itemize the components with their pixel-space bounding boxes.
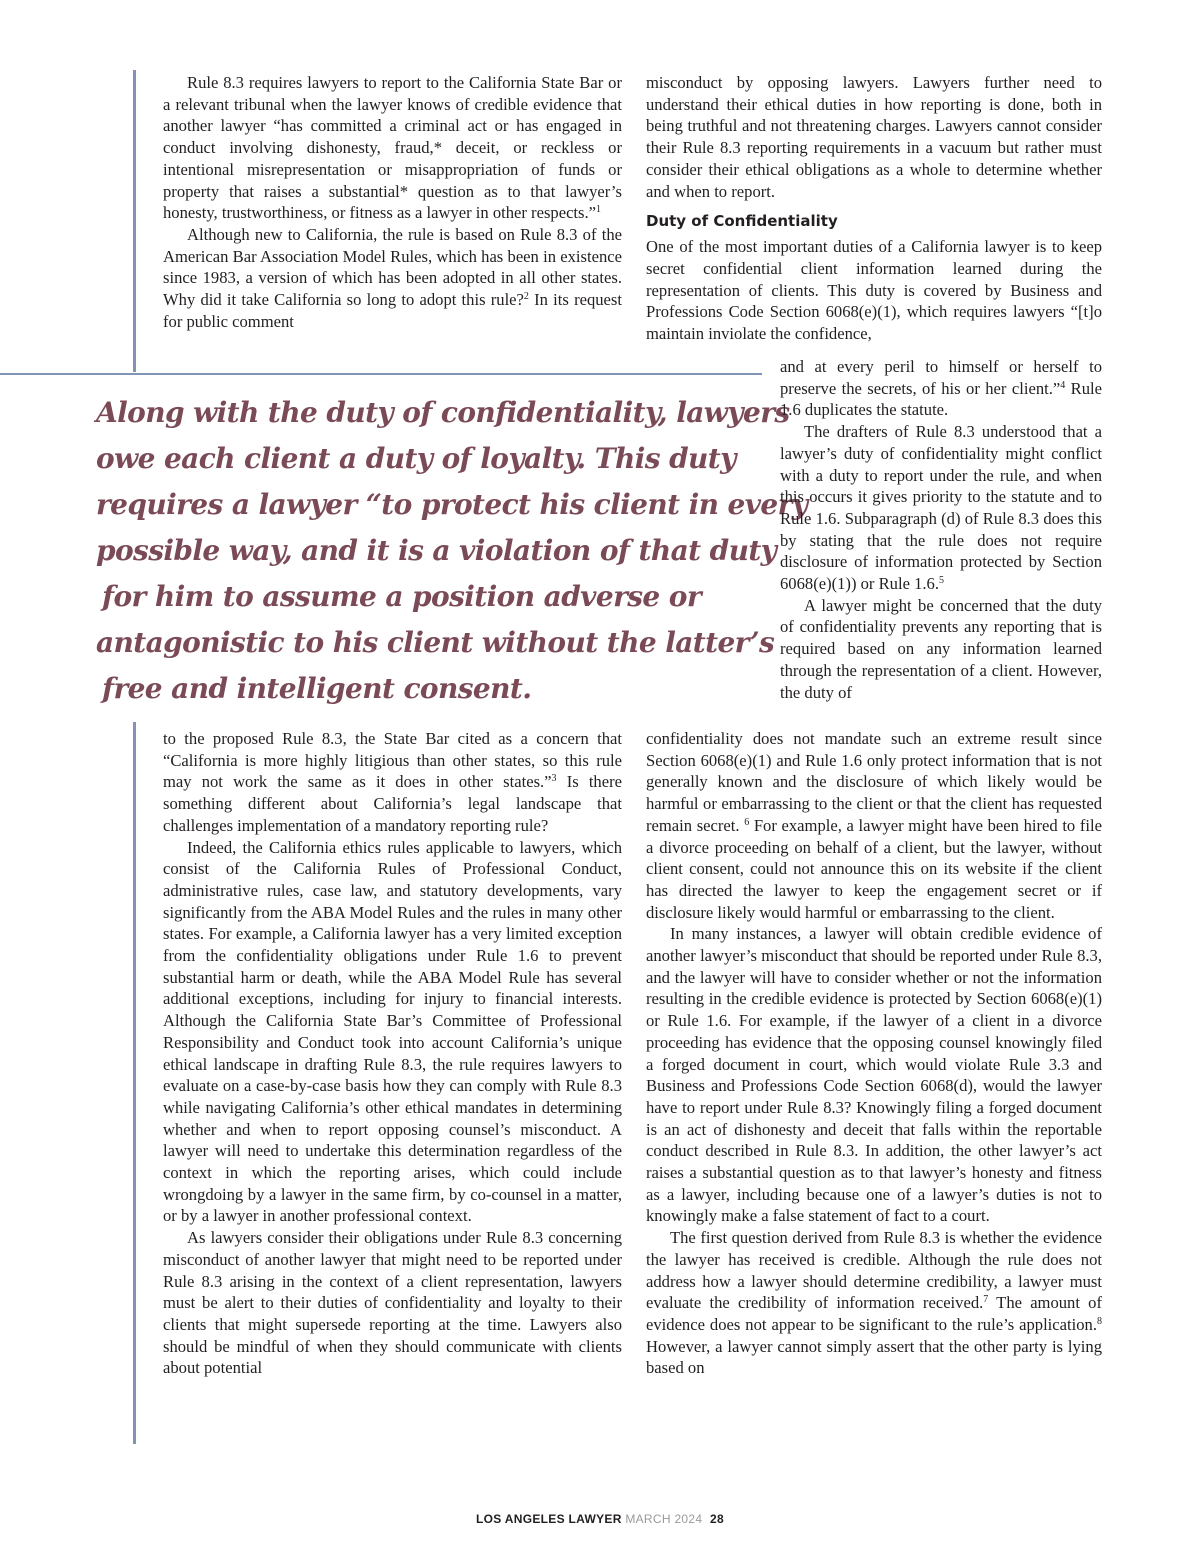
right-column-top — [646, 72, 1102, 345]
left-rule-top — [133, 70, 136, 372]
left-column-bottom — [163, 728, 622, 1379]
pull-quote-line: for him to assume a position adverse or — [102, 580, 701, 613]
footnote-ref: 5 — [938, 575, 944, 587]
pull-quote-line: possible way, and it is a violation of that duty — [96, 534, 777, 567]
paragraph: A lawyer might be concerned that the duty of confidentiality prevents any reporting that is required based on any information learned through the representation of a client. However, the duty of — [780, 595, 1102, 702]
pull-quote-line: requires a lawyer “to protect his client in every — [96, 488, 808, 521]
footnote-ref: 8 — [1097, 1315, 1102, 1327]
section-heading: Duty of Confidentiality — [646, 212, 838, 231]
paragraph: As lawyers consider their obligations under Rule 8.3 concerning misconduct of another lawyer that might need to be reported under Rule 8.3 arising in the context of a client representation, lawyers must be alert to their duties of confidentiality and loyalty to their clients that might supersede reporting at the time. Lawyers also should be mindful of when they should communicate with clients about potential — [163, 1228, 622, 1378]
right-column-middle — [780, 356, 1102, 703]
footnote-ref: 1 — [596, 204, 602, 216]
pull-quote-line: owe each client a duty of loyalty. This duty — [96, 442, 736, 475]
paragraph: One of the most important duties of a California lawyer is to keep secret confidential client information learned during the representation of clients. This duty is covered by Business and Professions Code Section 6068(e)(1), which requires lawyers “[t]o maintain inviolate the confidence, — [646, 237, 1102, 344]
pull-quote-line: antagonistic to his client without the latter’s — [96, 626, 775, 659]
paragraph: to the proposed Rule 8.3, the State Bar cited as a concern that “California is more highly litigious than other states, so this rule may not work the same as it does in other states.”$^3$ Is there something different about California’s legal landscape that challenges implementation of a mandatory reporting rule? — [163, 729, 622, 835]
paragraph: The first question derived from Rule 8.3 is whether the evidence the lawyer has received is credible. Although the rule does not address how a lawyer should determine credibility, a lawyer must evaluate the credibility of information received.$^7$ The amount of evidence does not appear to be significant to the rule’s application.$^8$ However, a lawyer cannot simply assert that the other party is lying based on — [646, 1228, 1102, 1378]
pull-quote-rule — [0, 373, 762, 375]
left-column-top — [163, 72, 622, 332]
right-column-bottom — [646, 728, 1102, 1379]
paragraph: The drafters of Rule 8.3 understood that a lawyer’s duty of confidentiality might conflict with a duty to report under the rule, and when this occurs it gives priority to the statute and to Rule 1.6. Subparagraph (d) of Rule 8.3 does this by stating that the rule does not require disclosure of information protected by Section 6068(e)(1)) or Rule 1.6.$^5$ — [780, 422, 1102, 594]
page-number: 28 — [710, 1512, 724, 1526]
pull-quote-line: free and intelligent consent. — [102, 672, 532, 705]
paragraph: Although new to California, the rule is based on Rule 8.3 of the American Bar Association Model Rules, which has been in existence since 1983, a version of which has been adopted in all other states. Why did it take California so long to adopt this rule?$^2$ In its request for public comment — [163, 224, 622, 331]
pull-quote — [96, 390, 808, 712]
paragraph: Indeed, the California ethics rules applicable to lawyers, which consist of the California Rules of Professional Conduct, administrative rules, case law, and statutory developments, vary significantly from the ABA Model Rules and the rules in many other states. For example, a California lawyer has a very limited exception from the confidentiality obligations under Rule 1.6 to prevent substantial harm or death, while the ABA Model Rule has several additional exceptions, including for injury to financial interests. Although the California State Bar’s Committee of Professional Responsibility and Conduct took into account California’s unique ethical landscape in drafting Rule 8.3, the rule requires lawyers to evaluate on a case-by-case basis how they can comply with Rule 8.3 while navigating California’s other ethical mandates in determining whether and when to report opposing counsel’s misconduct. A lawyer will need to undertake this determination regardless of the context in which the reporting arises, which could include wrongdoing by a lawyer in the same firm, by co-counsel in a matter, or by a lawyer in another professional context. — [163, 837, 622, 1226]
paragraph: confidentiality does not mandate such an extreme result since Section 6068(e)(1) and Rule 1.6 only protect information that is not generally known and the disclosure of which likely would be harmful or embarrassing to the client or that the client has requested remain secret. $^6$ For example, a lawyer might have been hired to file a divorce proceeding on behalf of a client, but the lawyer, without client consent, could not announce this on its website if the client has directed the lawyer to keep the engagement secret or if disclosure likely would harmful or embarrassing to the client. — [646, 729, 1102, 922]
left-rule-bottom — [133, 722, 136, 1444]
paragraph: misconduct by opposing lawyers. Lawyers further need to understand their ethical duties in how reporting is done, both in being truthful and not threatening charges. Lawyers cannot consider their Rule 8.3 reporting requirements in a vacuum but rather must consider their ethical obligations as a whole to determine whether and when to report. — [646, 73, 1102, 201]
footnote-ref: 3 — [551, 773, 557, 785]
paragraph: and at every peril to himself or herself to preserve the secrets, of his or her client.”$^4$ Rule 1.6 duplicates the statute. — [780, 357, 1102, 420]
issue-date: MARCH 2024 — [625, 1512, 703, 1526]
pull-quote-line: Along with the duty of confidentiality, lawyers — [96, 396, 790, 429]
footnote-ref: 7 — [983, 1294, 989, 1306]
footnote-ref: 4 — [1060, 379, 1066, 391]
paragraph: In many instances, a lawyer will obtain credible evidence of another lawyer’s misconduct that should be reported under Rule 8.3, and the lawyer will have to consider whether or not the information resulting in the credible evidence is protected by Section 6068(e)(1) or Rule 1.6. For example, if the lawyer of a client in a divorce proceeding has evidence that the opposing counsel knowingly filed a forged document in court, which would violate Rule 3.3 and Business and Professions Code Section 6068(d), would the lawyer have to report under Rule 8.3? Knowingly filing a forged document is an act of dishonesty and deceit that falls within the reportable conduct described in Rule 8.3. In addition, the other lawyer’s act raises a substantial question as to that lawyer’s honesty and fitness as a lawyer, including because one of a lawyer’s duties is not to knowingly make a false statement of fact to a court. — [646, 924, 1102, 1226]
footnote-ref: 2 — [523, 291, 529, 303]
page-footer — [0, 1512, 1200, 1526]
paragraph: Rule 8.3 requires lawyers to report to the California State Bar or a relevant tribunal when the lawyer knows of credible evidence that another lawyer “has committed a criminal act or has engaged in conduct involving dishonesty, fraud,* deceit, or reckless or intentional misrepresentation or misappropriation of funds or property that raises a substantial* question as to that lawyer’s honesty, trustworthiness, or fitness as a lawyer in other respects.”$^1$ — [163, 73, 622, 223]
magazine-name: LOS ANGELES LAWYER — [476, 1512, 622, 1526]
footnote-ref: 6 — [744, 816, 750, 828]
